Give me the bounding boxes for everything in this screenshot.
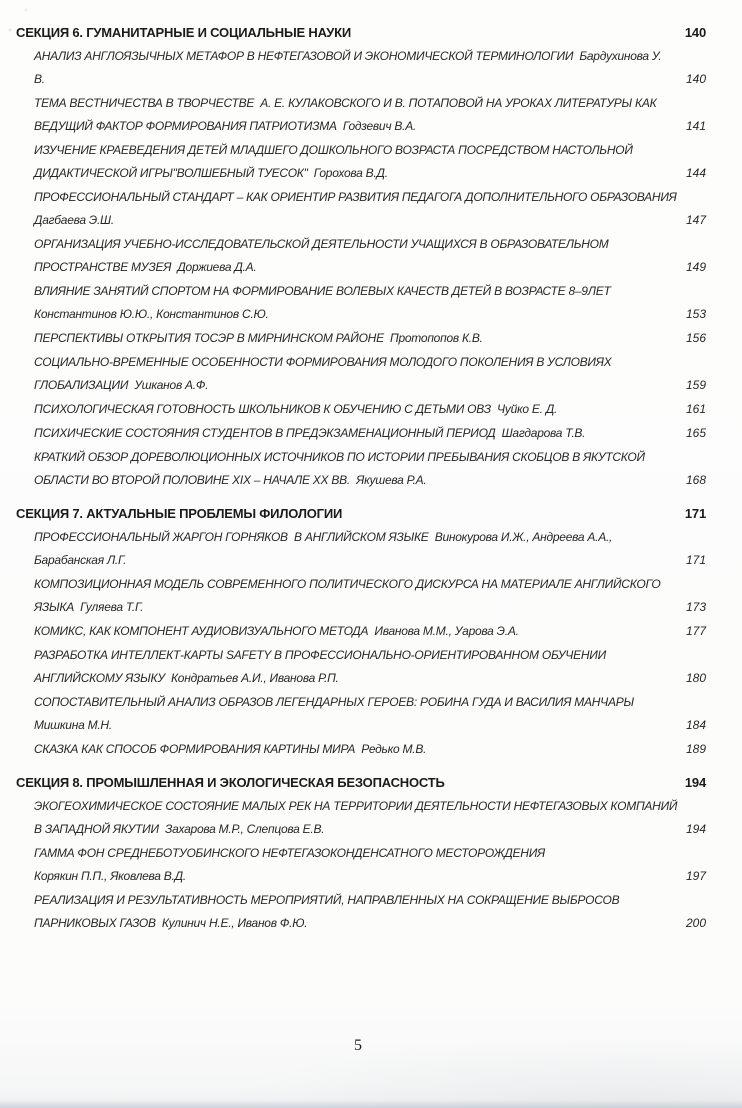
entry-page-number: 161 — [685, 402, 706, 416]
section-page-number: 171 — [684, 506, 706, 521]
entry-text — [34, 422, 666, 445]
entry-line: ПЕРСПЕКТИВЫ ОТКРЫТИЯ ТОСЭР В МИРНИНСКОМ РАЙОНЕ Протопопов К.В. — [34, 331, 483, 345]
section-entries — [16, 526, 706, 761]
entry-line: ПСИХОЛОГИЧЕСКАЯ ГОТОВНОСТЬ ШКОЛЬНИКОВ К ОБУЧЕНИЮ С ДЕТЬМИ ОВЗ Чуйко Е. Д. — [34, 402, 558, 416]
entry-line: ПРОСТРАНСТВЕ МУЗЕЯ Доржиева Д.А. — [34, 260, 257, 274]
entry-text — [34, 139, 666, 185]
entry-line: Мишкина М.Н. — [34, 718, 112, 732]
entry-text — [34, 620, 666, 643]
entry-text — [34, 691, 666, 737]
section-title: СЕКЦИЯ 7. АКТУАЛЬНЫЕ ПРОБЛЕМЫ ФИЛОЛОГИИ — [16, 506, 343, 521]
entry-line: ВЕДУЩИЙ ФАКТОР ФОРМИРОВАНИЯ ПАТРИОТИЗМА Годзевич В.А. — [34, 119, 417, 133]
entry-text — [34, 738, 666, 761]
toc-entry — [34, 45, 706, 91]
section-entries — [16, 795, 706, 935]
toc-entry — [34, 92, 706, 138]
toc-entry — [34, 573, 706, 619]
entry-line: КОМПОЗИЦИОННАЯ МОДЕЛЬ СОВРЕМЕННОГО ПОЛИТИЧЕСКОГО ДИСКУРСА НА МАТЕРИАЛЕ АНГЛИЙСКОГО — [34, 577, 661, 591]
entry-text — [34, 795, 678, 841]
entry-text — [34, 351, 666, 397]
entry-text — [34, 186, 677, 232]
entry-line: ПСИХИЧЕСКИЕ СОСТОЯНИЯ СТУДЕНТОВ В ПРЕДЭКЗАМЕНАЦИОННЫЙ ПЕРИОД Шагдарова Т.В. — [34, 426, 586, 440]
toc-entry — [34, 889, 706, 935]
section-header — [16, 771, 706, 794]
entry-line: ЭКОГЕОХИМИЧЕСКОЕ СОСТОЯНИЕ МАЛЫХ РЕК НА ТЕРРИТОРИИ ДЕЯТЕЛЬНОСТИ НЕФТЕГАЗОВЫХ КОМПАНИЙ — [34, 799, 678, 813]
toc-entry — [34, 398, 706, 421]
entry-line: ГЛОБАЛИЗАЦИИ Ушканов А.Ф. — [34, 378, 209, 392]
entry-line: ИЗУЧЕНИЕ КРАЕВЕДЕНИЯ ДЕТЕЙ МЛАДШЕГО ДОШКОЛЬНОГО ВОЗРАСТА ПОСРЕДСТВОМ НАСТОЛЬНОЙ — [34, 143, 633, 157]
entry-line: ЯЗЫКА Гуляева Т.Г. — [34, 600, 144, 614]
entry-line: АНАЛИЗ АНГЛОЯЗЫЧНЫХ МЕТАФОР В НЕФТЕГАЗОВОЙ И ЭКОНОМИЧЕСКОЙ ТЕРМИНОЛОГИИ Бардухинова У. — [34, 49, 662, 63]
entry-line: Корякин П.П., Яковлева В.Д. — [34, 869, 186, 883]
entry-text — [34, 446, 666, 492]
entry-page-number: 140 — [685, 72, 706, 86]
toc-section — [16, 771, 706, 935]
toc-entry — [34, 526, 706, 572]
section-title: СЕКЦИЯ 6. ГУМАНИТАРНЫЕ И СОЦИАЛЬНЫЕ НАУКИ — [16, 25, 352, 40]
toc-entry — [34, 795, 706, 841]
entry-line: ПАРНИКОВЫХ ГАЗОВ Кулинич Н.Е., Иванов Ф.Ю. — [34, 916, 308, 930]
entry-text — [34, 398, 666, 421]
entry-page-number: 165 — [685, 426, 706, 440]
scan-shadow-bottom-edge — [0, 1100, 742, 1108]
entry-text — [34, 644, 666, 690]
entry-line: ОРГАНИЗАЦИЯ УЧЕБНО-ИССЛЕДОВАТЕЛЬСКОЙ ДЕЯТЕЛЬНОСТИ УЧАЩИХСЯ В ОБРАЗОВАТЕЛЬНОМ — [34, 237, 609, 251]
toc-entry — [34, 446, 706, 492]
entry-text — [34, 92, 666, 138]
entry-line: ПРОФЕССИОНАЛЬНЫЙ ЖАРГОН ГОРНЯКОВ В АНГЛИЙСКОМ ЯЗЫКЕ Винокурова И.Ж., Андреева А.А., — [34, 530, 613, 544]
entry-page-number: 189 — [685, 742, 706, 756]
entry-line: ВЛИЯНИЕ ЗАНЯТИЙ СПОРТОМ НА ФОРМИРОВАНИЕ ВОЛЕВЫХ КАЧЕСТВ ДЕТЕЙ В ВОЗРАСТЕ 8–9ЛЕТ — [34, 284, 611, 298]
toc-entry — [34, 186, 706, 232]
toc-entry — [34, 139, 706, 185]
toc-section — [16, 21, 706, 492]
entry-page-number: 159 — [685, 378, 706, 392]
entry-text — [34, 327, 666, 350]
section-page-number: 194 — [684, 775, 706, 790]
entry-text — [34, 280, 666, 326]
toc-entry — [34, 327, 706, 350]
entry-page-number: 173 — [685, 600, 706, 614]
entry-page-number: 177 — [685, 624, 706, 638]
section-page-number: 140 — [684, 25, 706, 40]
entry-line: В ЗАПАДНОЙ ЯКУТИИ Захарова М.Р., Слепцова Е.В. — [34, 822, 325, 836]
entry-line: КОМИКС, КАК КОМПОНЕНТ АУДИОВИЗУАЛЬНОГО МЕТОДА Иванова М.М., Уарова Э.А. — [34, 624, 519, 638]
toc-section — [16, 502, 706, 761]
toc-entry — [34, 422, 706, 445]
entry-page-number: 141 — [685, 119, 706, 133]
entry-text — [34, 889, 666, 935]
entry-page-number: 171 — [685, 553, 706, 567]
entry-page-number: 180 — [685, 671, 706, 685]
entry-page-number: 197 — [685, 869, 706, 883]
entry-line: РАЗРАБОТКА ИНТЕЛЛЕКТ-КАРТЫ SAFETY В ПРОФЕССИОНАЛЬНО-ОРИЕНТИРОВАННОМ ОБУЧЕНИИ — [34, 648, 606, 662]
entry-line: ОБЛАСТИ ВО ВТОРОЙ ПОЛОВИНЕ XIX – НАЧАЛЕ XX ВВ. Якушева Р.А. — [34, 473, 427, 487]
toc-entry — [34, 620, 706, 643]
entry-line: ДИДАКТИЧЕСКОЙ ИГРЫ"ВОЛШЕБНЫЙ ТУЕСОК" Горохова В.Д. — [34, 166, 388, 180]
entry-page-number: 184 — [685, 718, 706, 732]
entry-page-number: 147 — [685, 213, 706, 227]
toc-entry — [34, 691, 706, 737]
entry-line: Барабанская Л.Г. — [34, 553, 127, 567]
entry-text — [34, 573, 666, 619]
entry-line: СОПОСТАВИТЕЛЬНЫЙ АНАЛИЗ ОБРАЗОВ ЛЕГЕНДАРНЫХ ГЕРОЕВ: РОБИНА ГУДА И ВАСИЛИЯ МАНЧАРЫ — [34, 695, 634, 709]
entry-page-number: 153 — [685, 307, 706, 321]
page-number: 5 — [354, 1037, 362, 1054]
entry-line: В. — [34, 72, 45, 86]
entry-page-number: 168 — [685, 473, 706, 487]
toc-entry — [34, 644, 706, 690]
section-entries — [16, 45, 706, 492]
toc-entry — [34, 233, 706, 279]
toc-entry — [34, 351, 706, 397]
entry-text — [34, 842, 666, 888]
toc-entry — [34, 842, 706, 888]
entry-page-number: 200 — [685, 916, 706, 930]
toc-entry — [34, 280, 706, 326]
entry-page-number: 144 — [685, 166, 706, 180]
entry-line: КРАТКИЙ ОБЗОР ДОРЕВОЛЮЦИОННЫХ ИСТОЧНИКОВ ПО ИСТОРИИ ПРЕБЫВАНИЯ СКОБЦОВ В ЯКУТСКОЙ — [34, 450, 645, 464]
entry-line: Дагбаева Э.Ш. — [34, 213, 114, 227]
entry-line: ТЕМА ВЕСТНИЧЕСТВА В ТВОРЧЕСТВЕ А. Е. КУЛАКОВСКОГО И В. ПОТАПОВОЙ НА УРОКАХ ЛИТЕРАТУРЫ КАК — [34, 96, 657, 110]
entry-text — [34, 233, 666, 279]
entry-text — [34, 45, 666, 91]
section-header — [16, 21, 706, 44]
entry-page-number: 194 — [685, 822, 706, 836]
toc-entry — [34, 738, 706, 761]
entry-line: СКАЗКА КАК СПОСОБ ФОРМИРОВАНИЯ КАРТИНЫ МИРА Редько М.В. — [34, 742, 427, 756]
section-title: СЕКЦИЯ 8. ПРОМЫШЛЕННАЯ И ЭКОЛОГИЧЕСКАЯ БЕЗОПАСНОСТЬ — [16, 775, 445, 790]
entry-page-number: 156 — [685, 331, 706, 345]
entry-text — [34, 526, 666, 572]
entry-line: АНГЛИЙСКОМУ ЯЗЫКУ Кондратьев А.И., Иванова Р.П. — [34, 671, 339, 685]
entry-line: ПРОФЕССИОНАЛЬНЫЙ СТАНДАРТ – КАК ОРИЕНТИР РАЗВИТИЯ ПЕДАГОГА ДОПОЛНИТЕЛЬНОГО ОБРАЗОВАНИЯ — [34, 190, 677, 204]
entry-page-number: 149 — [685, 260, 706, 274]
entry-line: РЕАЛИЗАЦИЯ И РЕЗУЛЬТАТИВНОСТЬ МЕРОПРИЯТИЙ, НАПРАВЛЕННЫХ НА СОКРАЩЕНИЕ ВЫБРОСОВ — [34, 893, 620, 907]
entry-line: ГАММА ФОН СРЕДНЕБОТУОБИНСКОГО НЕФТЕГАЗОКОНДЕНСАТНОГО МЕСТОРОЖДЕНИЯ — [34, 846, 545, 860]
entry-line: Константинов Ю.Ю., Константинов С.Ю. — [34, 307, 269, 321]
section-header — [16, 502, 706, 525]
entry-line: СОЦИАЛЬНО-ВРЕМЕННЫЕ ОСОБЕННОСТИ ФОРМИРОВАНИЯ МОЛОДОГО ПОКОЛЕНИЯ В УСЛОВИЯХ — [34, 355, 612, 369]
